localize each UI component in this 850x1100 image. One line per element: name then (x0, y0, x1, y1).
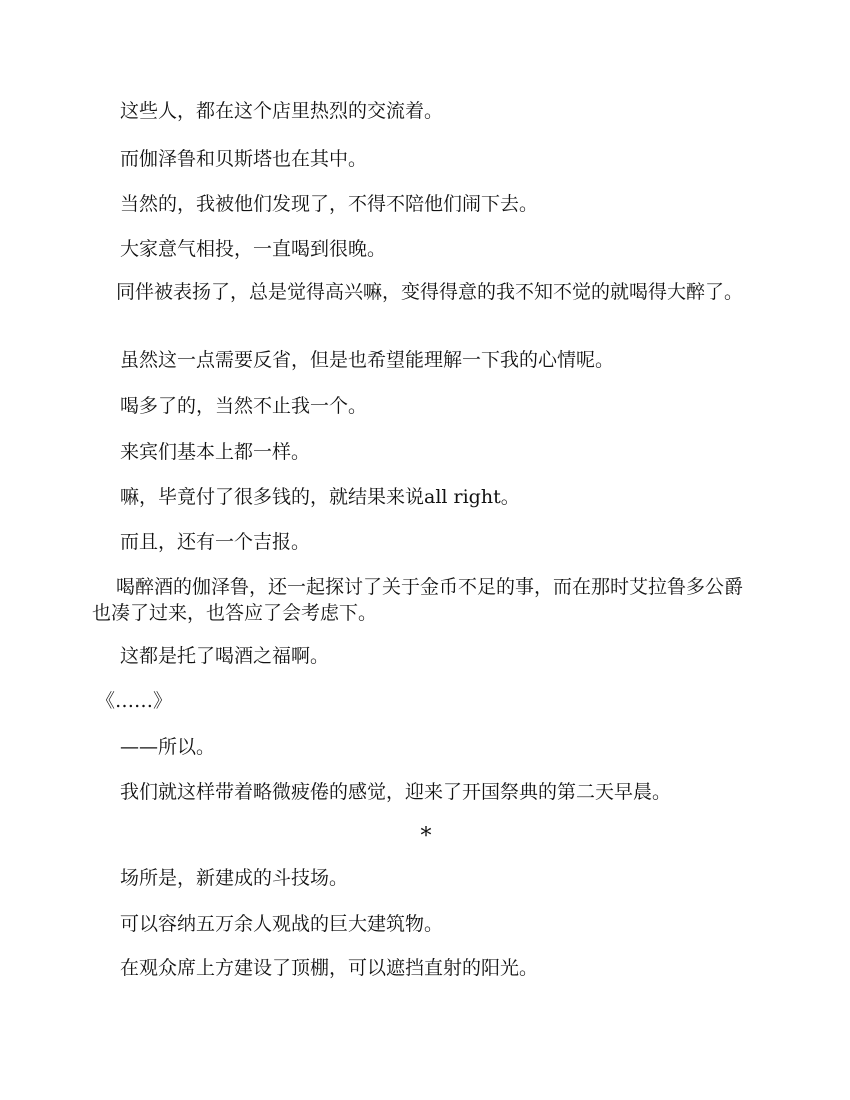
paragraph: 这都是托了喝酒之福啊。 (120, 645, 330, 667)
paragraph: 场所是，新建成的斗技场。 (120, 867, 349, 889)
paragraph: 这些人，都在这个店里热烈的交流着。 (120, 100, 444, 122)
paragraph: 我们就这样带着略微疲倦的感觉，迎来了开国祭典的第二天早晨。 (120, 781, 672, 803)
section-separator: * (420, 824, 432, 849)
paragraph: 可以容纳五万余人观战的巨大建筑物。 (120, 913, 444, 935)
paragraph: 大家意气相投，一直喝到很晚。 (120, 238, 387, 260)
paragraph: 同伴被表扬了，总是觉得高兴嘛，变得得意的我不知不觉的就喝得大醉了。 (116, 281, 744, 303)
paragraph: 而伽泽鲁和贝斯塔也在其中。 (120, 148, 368, 170)
paragraph: ——所以。 (120, 736, 216, 758)
paragraph: 虽然这一点需要反省，但是也希望能理解一下我的心情呢。 (120, 349, 615, 371)
paragraph: 当然的，我被他们发现了，不得不陪他们闹下去。 (120, 193, 539, 215)
paragraph: 《……》 (96, 690, 173, 712)
paragraph: 喝多了的，当然不止我一个。 (120, 395, 368, 417)
paragraph: 喝醉酒的伽泽鲁，还一起探讨了关于金币不足的事，而在那时艾拉鲁多公爵也凑了过来，也答应了会考虑下。 (92, 576, 744, 624)
paragraph: 而且，还有一个吉报。 (120, 531, 311, 553)
paragraph: 嘛，毕竟付了很多钱的，就结果来说all right。 (120, 486, 520, 508)
paragraph: 来宾们基本上都一样。 (120, 441, 311, 463)
paragraph: 在观众席上方建设了顶棚，可以遮挡直射的阳光。 (120, 957, 539, 979)
